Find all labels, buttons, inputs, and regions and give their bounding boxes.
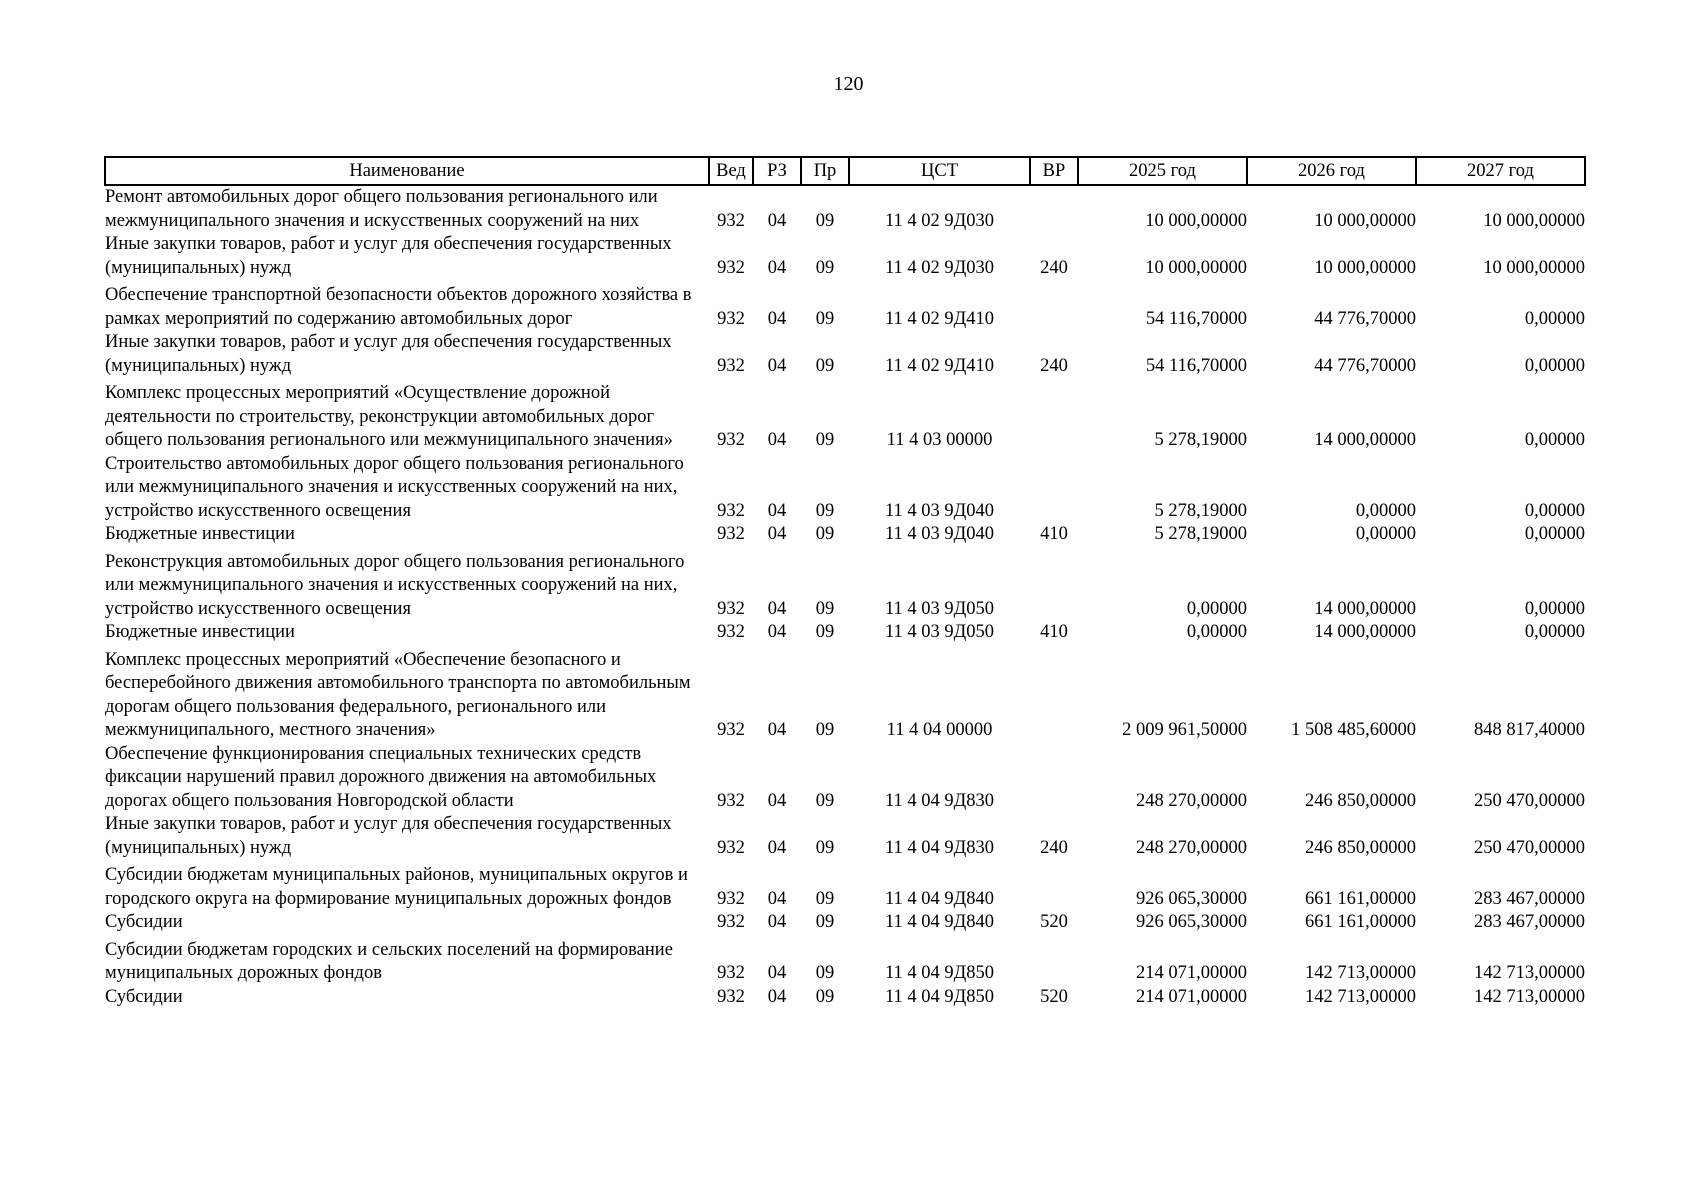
- cell-rz: 04: [767, 257, 787, 278]
- cell-2025: 2 009 961,50000: [1122, 720, 1247, 740]
- cell-rz: 04: [767, 888, 787, 909]
- header-vr: ВР: [1030, 157, 1078, 185]
- cell-2026: 246 850,00000: [1305, 790, 1416, 811]
- header-row: [105, 157, 1585, 185]
- cell-rz: 04: [767, 210, 787, 231]
- cell-rz: 04: [767, 986, 787, 1007]
- cell-name: Бюджетные инвестиции: [105, 622, 295, 642]
- table-row: [105, 551, 1585, 622]
- cell-2027: 0,00000: [1524, 622, 1585, 642]
- cell-rz: 04: [767, 963, 787, 983]
- header-name: Наименование: [105, 157, 709, 185]
- cell-vr: [1030, 743, 1078, 814]
- cell-vr: 240: [1040, 257, 1068, 278]
- cell-name: Субсидии бюджетам муниципальных районов, муниципальных округов и городского округа на формирование муниципальных дорожных фондов: [105, 865, 688, 909]
- cell-2025: 5 278,19000: [1154, 524, 1247, 544]
- cell-2027: 0,00000: [1524, 500, 1585, 521]
- cell-name: Субсидии: [105, 986, 183, 1007]
- budget-table: [104, 156, 1586, 1013]
- table-header: [105, 157, 1585, 185]
- table-row: [105, 864, 1585, 911]
- cell-2026: 142 713,00000: [1305, 963, 1416, 983]
- cell-vr: [1030, 864, 1078, 911]
- cell-2027: 0,00000: [1524, 598, 1585, 619]
- cell-vr: [1030, 939, 1078, 986]
- cell-cst: 11 4 04 9Д840: [884, 888, 995, 909]
- cell-cst: 11 4 03 9Д050: [884, 622, 995, 642]
- table-row: [105, 523, 1585, 551]
- cell-vr: [1030, 453, 1078, 524]
- cell-2025: 0,00000: [1186, 622, 1247, 642]
- cell-cst: 11 4 03 9Д050: [884, 598, 995, 619]
- table-row: [105, 453, 1585, 524]
- cell-rz: 04: [767, 598, 787, 619]
- cell-name: Ремонт автомобильных дорог общего пользования регионального или межмуниципального значения и искусственных сооружений на них: [105, 187, 658, 231]
- cell-cst: 11 4 02 9Д030: [884, 210, 995, 231]
- cell-2027: 142 713,00000: [1474, 986, 1585, 1007]
- cell-vr: [1030, 382, 1078, 453]
- cell-ved: 932: [717, 598, 745, 619]
- header-cst: ЦСТ: [849, 157, 1030, 185]
- cell-rz: 04: [767, 912, 787, 932]
- cell-2025: 214 071,00000: [1136, 986, 1247, 1007]
- table-row: [105, 284, 1585, 331]
- table-row: [105, 649, 1585, 743]
- cell-2025: 10 000,00000: [1145, 210, 1247, 231]
- cell-ved: 932: [717, 720, 745, 740]
- cell-2026: 14 000,00000: [1314, 430, 1416, 450]
- cell-rz: 04: [767, 720, 787, 740]
- cell-name: Обеспечение транспортной безопасности объектов дорожного хозяйства в рамках мероприятий по содержанию автомобильных дорог: [105, 285, 692, 329]
- cell-ved: 932: [717, 837, 745, 858]
- table-row: [105, 233, 1585, 284]
- cell-2025: 5 278,19000: [1154, 430, 1247, 450]
- cell-vr: 240: [1040, 837, 1068, 858]
- cell-cst: 11 4 03 9Д040: [884, 524, 995, 544]
- cell-name: Комплекс процессных мероприятий «Обеспечение безопасного и бесперебойного движения автомобильного транспорта по автомобильным дорогам общего пользования федерального, регионального или межмуниципального, местного значения»: [105, 649, 691, 740]
- cell-name: Субсидии: [105, 912, 183, 932]
- cell-2027: 250 470,00000: [1474, 837, 1585, 858]
- cell-2026: 0,00000: [1355, 500, 1416, 521]
- cell-rz: 04: [767, 308, 787, 329]
- cell-pr: 09: [815, 888, 835, 909]
- cell-2025: 0,00000: [1186, 598, 1247, 619]
- cell-cst: 11 4 04 9Д850: [884, 986, 995, 1007]
- cell-ved: 932: [717, 210, 745, 231]
- cell-cst: 11 4 04 9Д830: [884, 790, 995, 811]
- cell-pr: 09: [815, 622, 835, 642]
- cell-2026: 14 000,00000: [1314, 622, 1416, 642]
- cell-ved: 932: [717, 430, 745, 450]
- cell-rz: 04: [767, 837, 787, 858]
- cell-2027: 0,00000: [1524, 308, 1585, 329]
- cell-ved: 932: [717, 622, 745, 642]
- cell-2025: 926 065,30000: [1136, 912, 1247, 932]
- cell-pr: 09: [815, 524, 835, 544]
- cell-2027: 142 713,00000: [1474, 963, 1585, 983]
- cell-2025: 214 071,00000: [1136, 963, 1247, 983]
- cell-rz: 04: [767, 430, 787, 450]
- cell-pr: 09: [815, 963, 835, 983]
- cell-cst: 11 4 04 9Д830: [884, 837, 995, 858]
- table-row: [105, 621, 1585, 649]
- cell-ved: 932: [717, 524, 745, 544]
- header-ved: Вед: [709, 157, 753, 185]
- cell-rz: 04: [767, 622, 787, 642]
- cell-vr: 520: [1040, 912, 1068, 932]
- cell-2025: 926 065,30000: [1136, 888, 1247, 909]
- cell-2027: 0,00000: [1524, 524, 1585, 544]
- cell-ved: 932: [717, 308, 745, 329]
- cell-name: Реконструкция автомобильных дорог общего пользования регионального или межмуниципального значения и искусственных сооружений на них, устройство искусственного освещения: [105, 551, 685, 619]
- cell-name: Обеспечение функционирования специальных технических средств фиксации нарушений правил дорожного движения на автомобильных дорогах общего пользования Новгородской области: [105, 743, 657, 811]
- header-2026: 2026 год: [1247, 157, 1416, 185]
- cell-2025: 248 270,00000: [1136, 790, 1247, 811]
- cell-name: Иные закупки товаров, работ и услуг для обеспечения государственных (муниципальных) нужд: [105, 332, 672, 376]
- cell-2027: 250 470,00000: [1474, 790, 1585, 811]
- cell-2025: 5 278,19000: [1154, 500, 1247, 521]
- cell-2025: 54 116,70000: [1145, 355, 1247, 376]
- cell-pr: 09: [815, 837, 835, 858]
- cell-pr: 09: [815, 500, 835, 521]
- cell-2026: 661 161,00000: [1305, 888, 1416, 909]
- cell-ved: 932: [717, 963, 745, 983]
- cell-2027: 848 817,40000: [1474, 720, 1585, 740]
- cell-ved: 932: [717, 912, 745, 932]
- cell-vr: 410: [1040, 622, 1068, 642]
- cell-ved: 932: [717, 500, 745, 521]
- cell-ved: 932: [717, 257, 745, 278]
- cell-2026: 14 000,00000: [1314, 598, 1416, 619]
- table-row: [105, 986, 1585, 1014]
- cell-2026: 44 776,70000: [1314, 355, 1416, 376]
- cell-pr: 09: [815, 986, 835, 1007]
- table-body: [105, 185, 1585, 1013]
- cell-2027: 0,00000: [1524, 430, 1585, 450]
- cell-2027: 10 000,00000: [1483, 257, 1585, 278]
- cell-cst: 11 4 03 00000: [886, 430, 993, 450]
- cell-vr: 240: [1040, 355, 1068, 376]
- cell-2025: 10 000,00000: [1145, 257, 1247, 278]
- cell-ved: 932: [717, 790, 745, 811]
- cell-cst: 11 4 02 9Д030: [884, 257, 995, 278]
- table-row: [105, 939, 1585, 986]
- cell-vr: [1030, 185, 1078, 233]
- cell-2025: 248 270,00000: [1136, 837, 1247, 858]
- cell-ved: 932: [717, 986, 745, 1007]
- cell-2026: 246 850,00000: [1305, 837, 1416, 858]
- cell-rz: 04: [767, 790, 787, 811]
- cell-2027: 283 467,00000: [1474, 888, 1585, 909]
- table-row: [105, 331, 1585, 382]
- header-2027: 2027 год: [1416, 157, 1585, 185]
- cell-rz: 04: [767, 500, 787, 521]
- cell-cst: 11 4 02 9Д410: [884, 355, 995, 376]
- cell-rz: 04: [767, 355, 787, 376]
- cell-name: Иные закупки товаров, работ и услуг для обеспечения государственных (муниципальных) нужд: [105, 234, 672, 278]
- cell-pr: 09: [815, 790, 835, 811]
- cell-name: Строительство автомобильных дорог общего пользования регионального или межмуниципального значения и искусственных сооружений на них, устройство искусственного освещения: [105, 453, 684, 521]
- cell-rz: 04: [767, 524, 787, 544]
- cell-pr: 09: [815, 257, 835, 278]
- header-pr: Пр: [801, 157, 849, 185]
- cell-2026: 661 161,00000: [1305, 912, 1416, 932]
- cell-pr: 09: [815, 912, 835, 932]
- cell-name: Бюджетные инвестиции: [105, 524, 295, 544]
- cell-cst: 11 4 03 9Д040: [884, 500, 995, 521]
- cell-vr: 520: [1040, 986, 1068, 1007]
- cell-cst: 11 4 04 9Д840: [884, 912, 995, 932]
- cell-name: Комплекс процессных мероприятий «Осуществление дорожной деятельности по строительству, реконструкции автомобильных дорог общего пользования регионального или межмуниципального значения»: [105, 383, 673, 450]
- cell-2026: 0,00000: [1355, 524, 1416, 544]
- table-row: [105, 911, 1585, 939]
- cell-pr: 09: [815, 430, 835, 450]
- cell-pr: 09: [815, 598, 835, 619]
- cell-cst: 11 4 04 00000: [886, 720, 993, 740]
- page-number: 120: [833, 73, 864, 95]
- cell-2026: 142 713,00000: [1305, 986, 1416, 1007]
- cell-pr: 09: [815, 355, 835, 376]
- cell-ved: 932: [717, 355, 745, 376]
- cell-pr: 09: [815, 720, 835, 740]
- cell-name: Субсидии бюджетам городских и сельских поселений на формирование муниципальных дорожных фондов: [105, 939, 673, 983]
- cell-2025: 54 116,70000: [1145, 308, 1247, 329]
- header-2025: 2025 год: [1078, 157, 1247, 185]
- cell-cst: 11 4 02 9Д410: [884, 308, 995, 329]
- table-row: [105, 813, 1585, 864]
- cell-2027: 283 467,00000: [1474, 912, 1585, 932]
- cell-2026: 10 000,00000: [1314, 257, 1416, 278]
- cell-vr: [1030, 649, 1078, 743]
- table-row: [105, 743, 1585, 814]
- cell-2026: 10 000,00000: [1314, 210, 1416, 231]
- table-row: [105, 185, 1585, 233]
- cell-2027: 10 000,00000: [1483, 210, 1585, 231]
- cell-pr: 09: [815, 210, 835, 231]
- header-rz: РЗ: [753, 157, 801, 185]
- cell-vr: 410: [1040, 524, 1068, 544]
- cell-2026: 44 776,70000: [1314, 308, 1416, 329]
- cell-2027: 0,00000: [1524, 355, 1585, 376]
- cell-pr: 09: [815, 308, 835, 329]
- cell-name: Иные закупки товаров, работ и услуг для обеспечения государственных (муниципальных) нужд: [105, 814, 672, 858]
- cell-ved: 932: [717, 888, 745, 909]
- cell-vr: [1030, 284, 1078, 331]
- cell-vr: [1030, 551, 1078, 622]
- cell-cst: 11 4 04 9Д850: [884, 963, 995, 983]
- table-row: [105, 382, 1585, 453]
- cell-2026: 1 508 485,60000: [1291, 720, 1416, 740]
